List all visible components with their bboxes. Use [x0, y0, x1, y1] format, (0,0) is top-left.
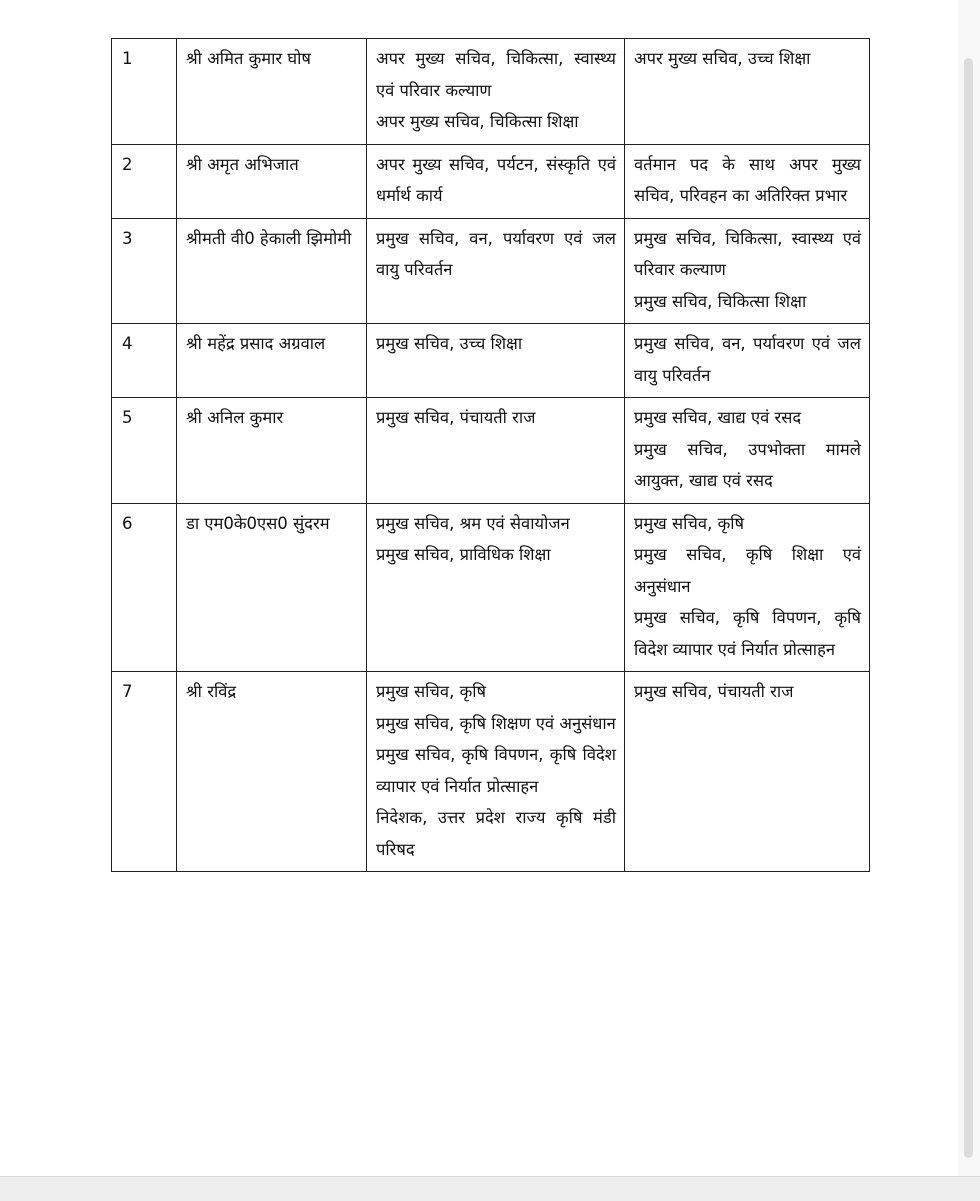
transfer-table [111, 38, 870, 872]
new-post-cell [625, 218, 870, 324]
current-post-cell [367, 503, 625, 672]
serial-number-cell: 1 [112, 39, 177, 145]
officer-name-cell: श्री रविंद्र [177, 672, 367, 872]
post-line: अपर मुख्य सचिव, चिकित्सा, स्वास्थ्य एवं परिवार कल्याण [376, 49, 616, 100]
table-row [112, 39, 870, 145]
officer-name-cell: श्री महेंद्र प्रसाद अग्रवाल [177, 324, 367, 398]
new-post-cell [625, 39, 870, 145]
officer-name-cell: श्री अमृत अभिजात [177, 144, 367, 218]
post-line: प्रमुख सचिव, कृषि विपणन, कृषि विदेश व्यापार एवं निर्यात प्रोत्साहन [376, 745, 616, 796]
vertical-scrollbar[interactable] [958, 0, 980, 1176]
officer-name-cell: श्री अमित कुमार घोष [177, 39, 367, 145]
serial-number-cell: 7 [112, 672, 177, 872]
post-line: अपर मुख्य सचिव, पर्यटन, संस्कृति एवं धर्मार्थ कार्य [376, 154, 616, 205]
officer-name-cell: डा एम0के0एस0 सुंदरम [177, 503, 367, 672]
serial-number-cell: 4 [112, 324, 177, 398]
post-line: प्रमुख सचिव, पंचायती राज [376, 408, 536, 427]
new-post-cell [625, 503, 870, 672]
post-line: प्रमुख सचिव, चिकित्सा शिक्षा [634, 291, 807, 311]
table-body [112, 39, 870, 872]
new-post-cell [625, 672, 870, 872]
table-row [112, 324, 870, 398]
post-line: वर्तमान पद के साथ अपर मुख्य सचिव, परिवहन का अतिरिक्त प्रभार [634, 154, 861, 205]
current-post-cell [367, 324, 625, 398]
new-post-cell [625, 144, 870, 218]
table-row [112, 672, 870, 872]
post-line: प्रमुख सचिव, कृषि [634, 513, 745, 533]
post-line: प्रमुख सचिव, कृषि [376, 682, 487, 701]
post-line: प्रमुख सचिव, वन, पर्यावरण एवं जल वायु परिवर्तन [376, 228, 616, 279]
post-line: प्रमुख सचिव, उच्च शिक्षा [376, 334, 523, 353]
new-post-cell [625, 398, 870, 504]
current-post-cell [367, 398, 625, 504]
post-line: प्रमुख सचिव, कृषि शिक्षा एवं अनुसंधान [634, 545, 861, 596]
post-line: अपर मुख्य सचिव, चिकित्सा शिक्षा [376, 112, 579, 131]
officer-name-cell: श्रीमती वी0 हेकाली झिमोमी [177, 218, 367, 324]
table-row [112, 398, 870, 504]
current-post-cell [367, 672, 625, 872]
post-line: प्रमुख सचिव, प्राविधिक शिक्षा [376, 545, 551, 564]
bottom-edge [0, 1176, 980, 1201]
serial-number-cell: 2 [112, 144, 177, 218]
table-row [112, 144, 870, 218]
serial-number-cell: 5 [112, 398, 177, 504]
post-line: प्रमुख सचिव, चिकित्सा, स्वास्थ्य एवं परिवार कल्याण [634, 228, 861, 279]
new-post-cell [625, 324, 870, 398]
current-post-cell [367, 144, 625, 218]
officer-name-cell: श्री अनिल कुमार [177, 398, 367, 504]
current-post-cell [367, 218, 625, 324]
post-line: प्रमुख सचिव, उपभोक्ता मामले आयुक्त, खाद्य एवं रसद [634, 439, 861, 490]
serial-number-cell: 3 [112, 218, 177, 324]
post-line: प्रमुख सचिव, कृषि विपणन, कृषि विदेश व्यापार एवं निर्यात प्रोत्साहन [634, 608, 861, 659]
post-line: प्रमुख सचिव, वन, पर्यावरण एवं जल वायु परिवर्तन [634, 334, 861, 385]
post-line: निदेशक, उत्तर प्रदेश राज्य कृषि मंडी परिषद [376, 808, 616, 859]
post-line: प्रमुख सचिव, खाद्य एवं रसद [634, 408, 802, 427]
post-line: प्रमुख सचिव, कृषि शिक्षण एवं अनुसंधान [376, 713, 616, 733]
serial-number-cell: 6 [112, 503, 177, 672]
post-line: अपर मुख्य सचिव, उच्च शिक्षा [634, 49, 811, 68]
table-row [112, 218, 870, 324]
current-post-cell [367, 39, 625, 145]
table-row [112, 503, 870, 672]
post-line: प्रमुख सचिव, पंचायती राज [634, 682, 794, 701]
scrollbar-thumb[interactable] [964, 58, 973, 1158]
post-line: प्रमुख सचिव, श्रम एवं सेवायोजन [376, 513, 570, 533]
